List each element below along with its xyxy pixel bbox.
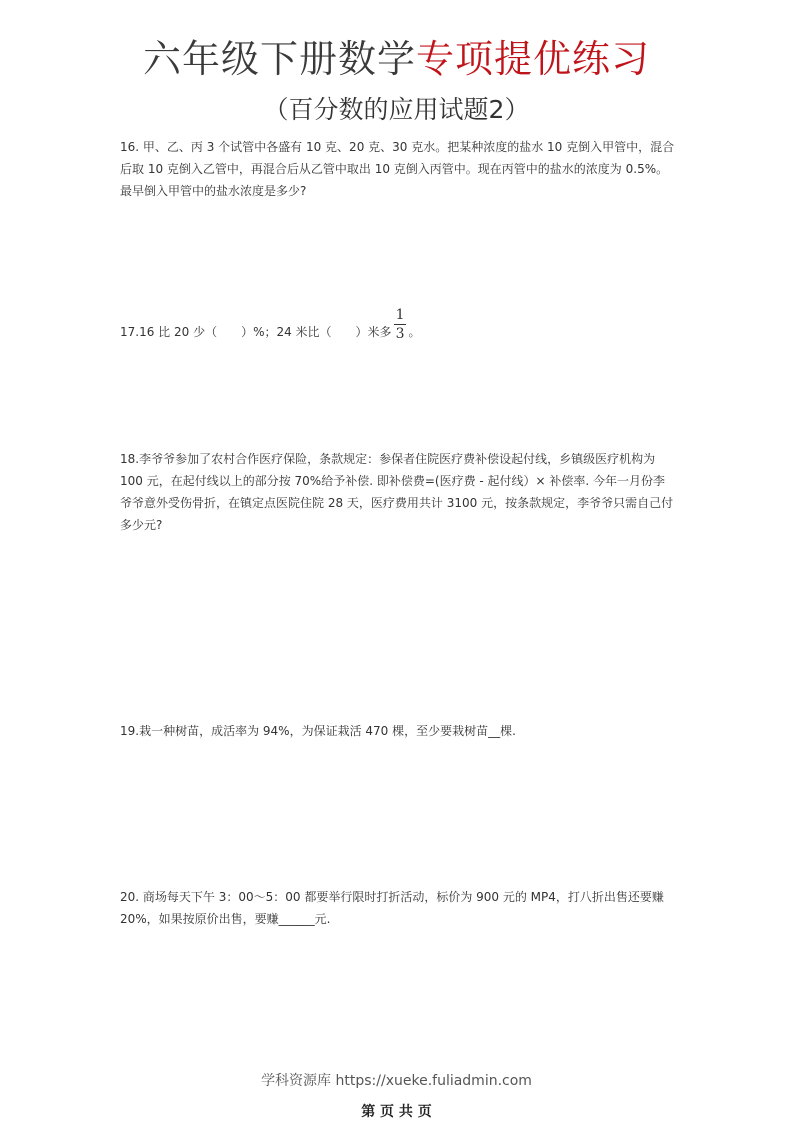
question-16: 16. 甲、乙、丙 3 个试管中各盛有 10 克、20 克、30 克水。把某种浓度的盐水 10 克倒入甲管中，混合后取 10 克倒入乙管中，再混合后从乙管中取出 10 克倒入丙管中。现在丙管中的盐水的浓度为 0.5%。最早倒入甲管中的盐水浓度是多少?: [120, 140, 675, 198]
fraction-denominator: 3: [395, 326, 405, 342]
question-17-end: 。: [408, 325, 421, 339]
question-18: 18.李爷爷参加了农村合作医疗保险，条款规定：参保者住院医疗费补偿设起付线，乡镇级医疗机构为 100 元，在起付线以上的部分按 70%给予补偿. 即补偿费=(医疗费 - 起付线）× 补偿率. 今年一月份李爷爷意外受伤骨折，在镇定点医院住院 28 天，医疗费用共计 3100 元，按条款规定，李爷爷只需自己付多少元?: [120, 452, 674, 532]
question-20: 20. 商场每天下午 3：00～5：00 都要举行限时打折活动，标价为 900 元的 MP4，打八折出售还要赚 20%，如果按原价出售，要赚______元.: [120, 890, 664, 926]
fraction-one-third: [394, 308, 407, 341]
page-subtitle: （百分数的应用试题2）: [263, 95, 530, 124]
page-title: [0, 28, 793, 83]
question-19: 19.栽一种树苗，成活率为 94%，为保证栽活 470 棵，至少要栽树苗__棵.: [120, 724, 516, 738]
title-part-red: 专项提优练习: [416, 37, 651, 81]
footer-page-number: 第 页 共 页: [361, 1104, 432, 1120]
fraction-bar: [394, 324, 407, 325]
question-17: [120, 307, 676, 349]
title-part-black: 六年级下册数学: [142, 37, 416, 81]
footer-site-link[interactable]: 学科资源库 https://xueke.fuliadmin.com: [261, 1073, 532, 1089]
question-17-text: 17.16 比 20 少（ ）%；24 米比（ ）米多: [120, 325, 392, 339]
fraction-numerator: 1: [395, 307, 405, 323]
